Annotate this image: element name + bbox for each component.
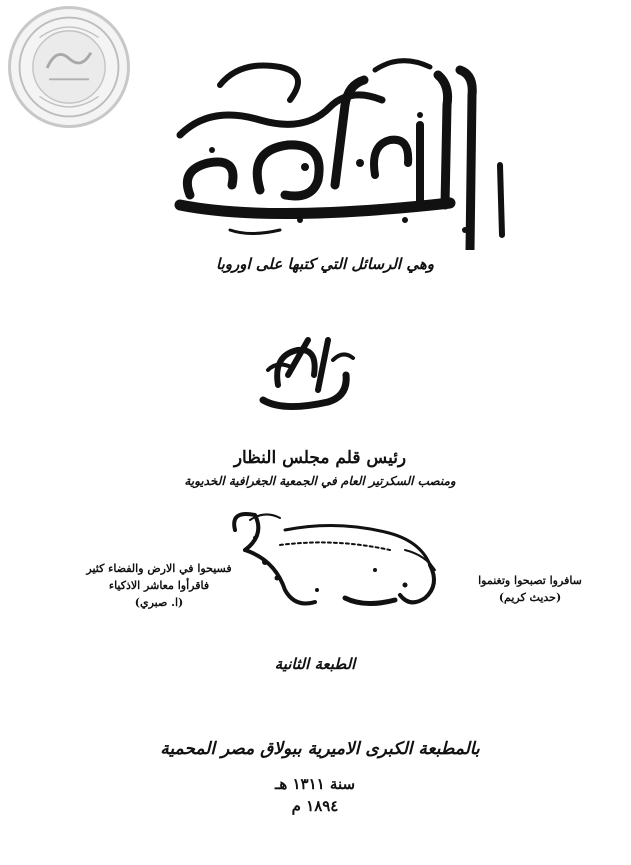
verse-right-attribution: (حديث كريم) [498,591,562,604]
verse-left-attribution: (ا. صبري) [134,596,184,609]
verse-left-line: فاقرأوا معاشر الاذكياء [108,579,210,592]
decorative-emblem [225,490,445,615]
publisher-imprint: بالمطبعة الكبرى الاميرية ببولاق مصر المحمية [160,739,480,759]
calligraphic-title [120,45,520,250]
emblem-ornament-icon [225,490,445,615]
stamp-seal-icon [11,9,127,125]
publication-year-gregorian: ١٨٩٤ م [291,797,339,815]
verse-left [84,560,234,611]
author-affiliation: ومنصب السكرتير العام في الجمعية الجغرافية الخديوية [184,474,456,488]
author-name-calligraphy [248,330,358,418]
publication-year-hijri: سنة ١٣١١ هـ [274,775,356,793]
verse-right [455,572,605,606]
verse-right-line: سافروا تصبحوا وتغنموا [478,574,582,587]
subtitle: وهي الرسائل التي كتبها على اوروبا [216,255,434,273]
author-calligraphy-icon [248,330,358,418]
title-calligraphy-icon [120,45,520,250]
author-position: رئيس قلم مجلس النظار [233,448,407,468]
edition-label: الطبعة الثانية [274,655,356,673]
library-stamp [8,6,130,128]
verse-left-line: فسيحوا في الارض والفضاء كثير [86,562,232,575]
